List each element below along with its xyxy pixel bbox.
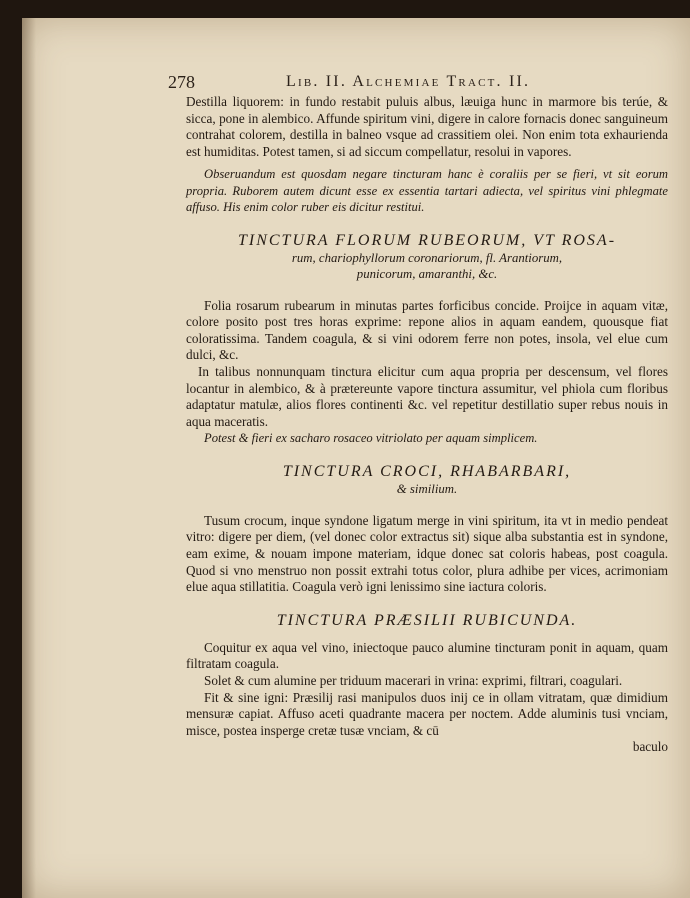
page-number: 278: [168, 72, 195, 92]
page-body: [186, 94, 668, 756]
paragraph-in-talibus: In talibus nonnunquam tinctura elicitur cum aqua propria per descensum, vel flores locantur in alembico, & à prætereunte vapore tinctura assumitur, vel phiola cum floribus adaptatur matulæ, alios flores continenti &c. vel repetitur destillatio super rebus nouis in aqua maceratis.: [186, 363, 668, 429]
paragraph-potest: Potest & fieri ex sacharo rosaceo vitriolato per aquam simplicem.: [204, 431, 538, 446]
page-gutter-shadow: [22, 18, 36, 898]
subheading-florum-line3: punicorum, amaranthi, &c.: [356, 266, 498, 281]
paragraph-fit-sine-igni: Fit & sine igni: Præsilij rasi manipulos duos inij ce in ollam vitratam, quæ dimidium mensuræ capiat. Affuso aceti quadrante macera per noctem. Adde aluminis tusi vnciam, misce, postea insperge cretæ tusæ vnciam, & cū: [186, 689, 668, 738]
paragraph-obseruandum: Obseruandum est quosdam negare tincturam hanc è coraliis per se fieri, vt sit eorum propria. Ruborem autem dicunt esse ex essentia tartari adiecta, vel spiritus vini phlegmate affuso. His enim color ruber eis dicitur restitui.: [186, 167, 668, 215]
paragraph-solet: Solet & cum alumine per triduum macerari in vrina: exprimi, filtrari, coagulari.: [204, 672, 623, 688]
running-head: Lib. II. Alchemiae Tract. II.: [286, 73, 531, 90]
paragraph-destilla: Destilla liquorem: in fundo restabit puluis albus, læuiga hunc in marmore bis terúe, & sicca, pone in alembico. Affunde spiritum vini, digere in calore fornacis donec sanguineum contrahat colorem, destilla in balneo vsque ad crassitiem olei. Non enim tota exhaurienda est humiditas. Potest tamen, si ad siccum compellatur, resolui in vapores.: [186, 94, 668, 159]
subheading-similium: & similium.: [396, 481, 458, 496]
heading-tinctura-florum: TINCTURA FLORUM RUBEORUM, VT ROSA-: [237, 231, 617, 249]
subheading-florum-line2: rum, chariophyllorum coronariorum, fl. Arantiorum,: [291, 250, 563, 265]
page-header: [168, 72, 688, 96]
catchword: baculo: [632, 739, 668, 755]
heading-tinctura-praesilii: TINCTURA PRÆSILII RUBICUNDA.: [276, 611, 578, 629]
paragraph-folia-rosarum: Folia rosarum rubearum in minutas partes forficibus concide. Proijce in aquam vitæ, colore posito post tres horas exprime: repone alios in aquam eandem, quousque fiat coloratissima. Tandem coagula, & si vini odorem ferre non potes, insola, vel elue cum dulci, &c.: [186, 297, 668, 363]
paragraph-coquitur: Coquitur ex aqua vel vino, iniectoque pauco alumine tincturam ponit in aquam, quam filtratam coagula.: [186, 639, 668, 672]
paragraph-tusum-crocum: Tusum crocum, inque syndone ligatum merge in vini spiritum, ita vt in medio pendeat vitro: digere per diem, (vel donec color extractus sit) sique alba substantia est in syndone, eam exime, & nouam impone materiam, idque donec sat coloris habeas, post coagula. Quod si vno menstruo non possit extrahi totus color, plura adhibe per vices, acrimoniam elue aqua stillatitia. Coagula verò igni lenissimo sine iactura coloris.: [186, 512, 668, 595]
heading-tinctura-croci: TINCTURA CROCI, RHABARBARI,: [282, 462, 572, 480]
